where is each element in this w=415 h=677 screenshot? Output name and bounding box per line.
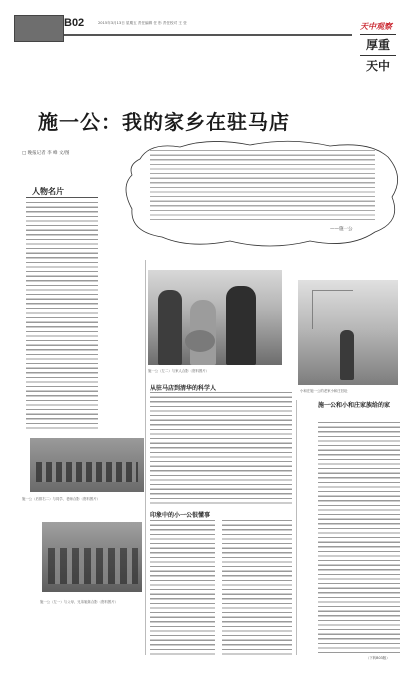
byline: □ 晚报记者 李 峰 文/图	[22, 151, 70, 156]
banner-top: 厚重	[360, 34, 396, 56]
continued-note: （下转B03版）	[366, 656, 390, 660]
section-heading-2: 印象中的小一公很懂事	[150, 512, 211, 519]
main-photo-caption: 施一公（左二）与家人合影（资料图片）	[148, 369, 210, 373]
middle-column-text-3	[222, 520, 292, 655]
date-line: 2015年3月13日 星期五 责任编辑 任 彤 责任校对 王 莹	[98, 21, 187, 25]
middle-column-text-1	[150, 392, 292, 506]
column-divider-left	[145, 260, 146, 655]
right-photo-tree	[312, 290, 353, 329]
right-photo-person	[340, 330, 354, 380]
right-photo-caption: 小和庄施一公的老家小和庄旧址	[300, 389, 348, 393]
quote-signature: ——施一公	[330, 227, 353, 232]
photo-bouquet	[185, 330, 215, 352]
page-number: B02	[64, 17, 85, 29]
middle-column-text-2	[150, 520, 215, 655]
sidebar-body	[26, 202, 98, 430]
photo-person-right	[226, 286, 256, 365]
family-photo-caption: 施一公（左一）与父母、兄弟姐妹合影（资料图片）	[40, 600, 118, 604]
headline: 施一公：我的家乡在驻马店	[38, 110, 290, 134]
group-photo-people	[36, 462, 138, 482]
sidebar-title: 人物名片	[32, 187, 64, 196]
sidebar-title-rule	[26, 197, 98, 198]
right-column-text	[318, 422, 400, 654]
column-divider-right	[296, 400, 297, 655]
quote-text	[150, 150, 375, 220]
photo-person-left	[158, 290, 182, 365]
family-photo-people	[48, 548, 138, 584]
column-logo: 天中观察	[360, 21, 392, 31]
masthead-image	[14, 15, 64, 42]
group-photo-caption: 施一公（后排右二）与同学、老师合影（资料图片）	[22, 497, 100, 501]
header-rule	[64, 34, 352, 36]
banner-bottom: 天中	[365, 59, 390, 73]
section-heading-3: 施一公和小和庄家族给的家	[318, 402, 391, 409]
section-heading-1: 从驻马店到清华的科学人	[150, 385, 217, 392]
